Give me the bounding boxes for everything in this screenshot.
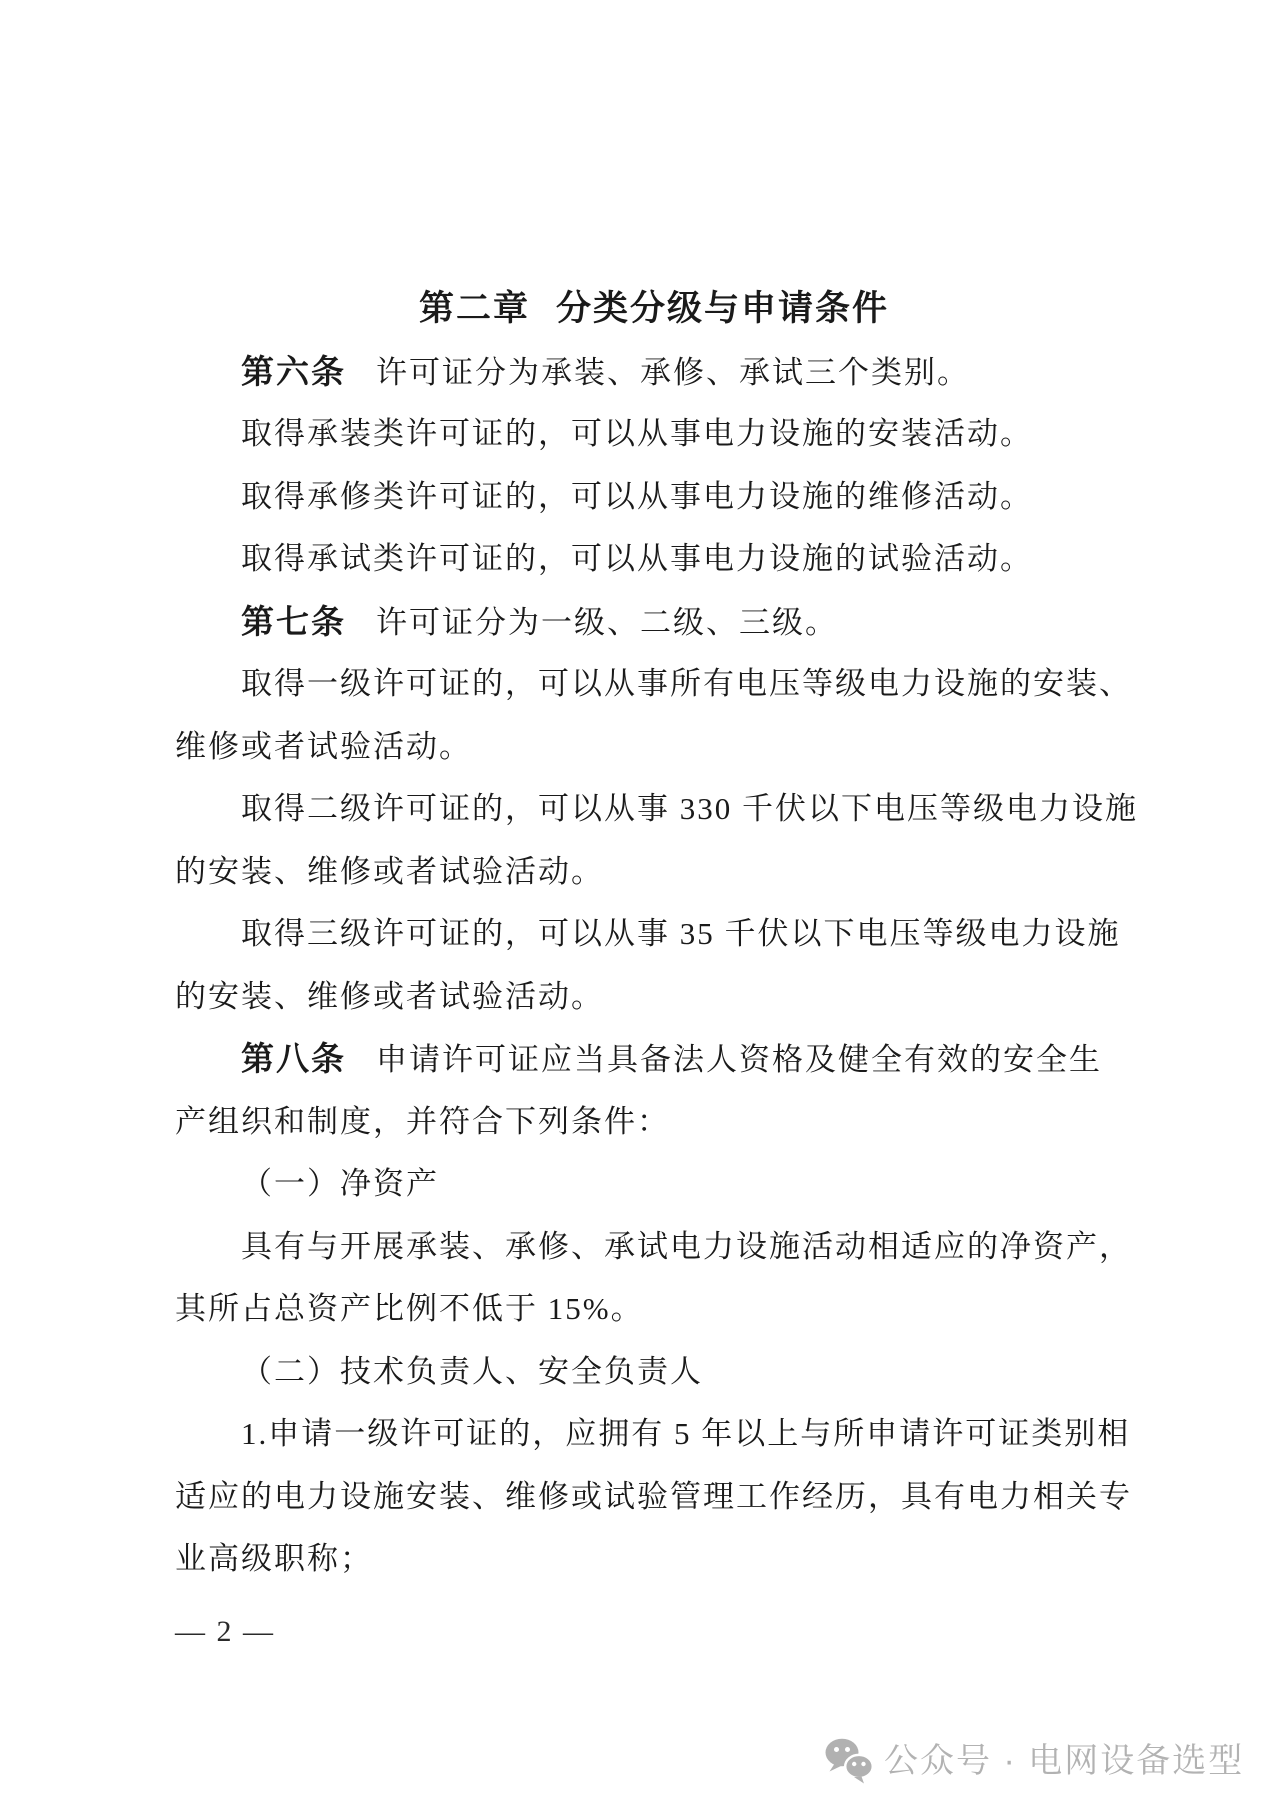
document-line — [175, 1278, 1133, 1341]
document-line — [175, 653, 1133, 716]
watermark — [824, 1738, 1244, 1784]
line-text: 取得承修类许可证的，可以从事电力设施的维修活动。 — [241, 478, 1033, 514]
document-line — [175, 528, 1133, 591]
chapter-title — [175, 278, 1133, 341]
line-text: （一）净资产 — [241, 1166, 439, 1201]
line-text: 其所占总资产比例不低于 15%。 — [175, 1291, 644, 1326]
line-text: 业高级职称； — [175, 1541, 373, 1576]
document-line — [175, 1028, 1133, 1091]
line-text: 取得承装类许可证的，可以从事电力设施的安装活动。 — [241, 416, 1033, 451]
document-line — [175, 1403, 1133, 1466]
document-line — [175, 403, 1133, 466]
document-line — [175, 1528, 1133, 1591]
document-line — [175, 341, 1133, 404]
document-line — [175, 966, 1133, 1029]
line-text: 产组织和制度，并符合下列条件： — [175, 1103, 670, 1139]
article-heading: 第六条 — [241, 352, 346, 390]
chapter-name: 分类分级与申请条件 — [556, 289, 890, 328]
line-text: （二）技术负责人、安全负责人 — [241, 1353, 703, 1389]
document-lines — [175, 341, 1138, 1591]
line-text: 取得一级许可证的，可以从事所有电压等级电力设施的安装、 — [241, 666, 1132, 701]
document-line — [175, 1341, 1133, 1404]
document-line — [175, 466, 1133, 529]
line-text: 取得三级许可证的，可以从事 35 千伏以下电压等级电力设施 — [241, 916, 1121, 951]
line-text: 适应的电力设施安装、维修或试验管理工作经历，具有电力相关专 — [175, 1478, 1132, 1514]
chapter-number: 第二章 — [418, 289, 530, 328]
document-line — [175, 841, 1133, 904]
line-text: 维修或者试验活动。 — [175, 728, 472, 764]
line-text: 许可证分为承装、承修、承试三个类别。 — [376, 354, 970, 390]
line-text: 1.申请一级许可证的，应拥有 5 年以上与所申请许可证类别相 — [241, 1416, 1131, 1451]
article-heading: 第七条 — [241, 602, 346, 640]
line-text: 申请许可证应当具备法人资格及健全有效的安全生 — [376, 1042, 1102, 1077]
document-line — [175, 716, 1133, 779]
line-text: 许可证分为一级、二级、三级。 — [376, 604, 838, 640]
line-text: 的安装、维修或者试验活动。 — [175, 853, 604, 889]
line-text: 取得二级许可证的，可以从事 330 千伏以下电压等级电力设施 — [241, 791, 1138, 826]
document-line — [175, 1153, 1133, 1216]
document-line — [175, 903, 1133, 966]
line-text: 的安装、维修或者试验活动。 — [175, 978, 604, 1014]
document-line — [175, 1091, 1133, 1154]
document-body — [175, 278, 1138, 1591]
document-line — [175, 591, 1133, 654]
watermark-text: 公众号 · 电网设备选型 — [884, 1742, 1245, 1780]
document-line — [175, 778, 1138, 841]
document-line — [175, 1216, 1133, 1279]
document-line — [175, 1466, 1133, 1529]
article-heading: 第八条 — [241, 1040, 346, 1077]
line-text: 具有与开展承装、承修、承试电力设施活动相适应的净资产， — [241, 1228, 1132, 1264]
page-number: — 2 — — [175, 1615, 275, 1648]
wechat-icon — [824, 1738, 874, 1784]
line-text: 取得承试类许可证的，可以从事电力设施的试验活动。 — [241, 541, 1033, 576]
